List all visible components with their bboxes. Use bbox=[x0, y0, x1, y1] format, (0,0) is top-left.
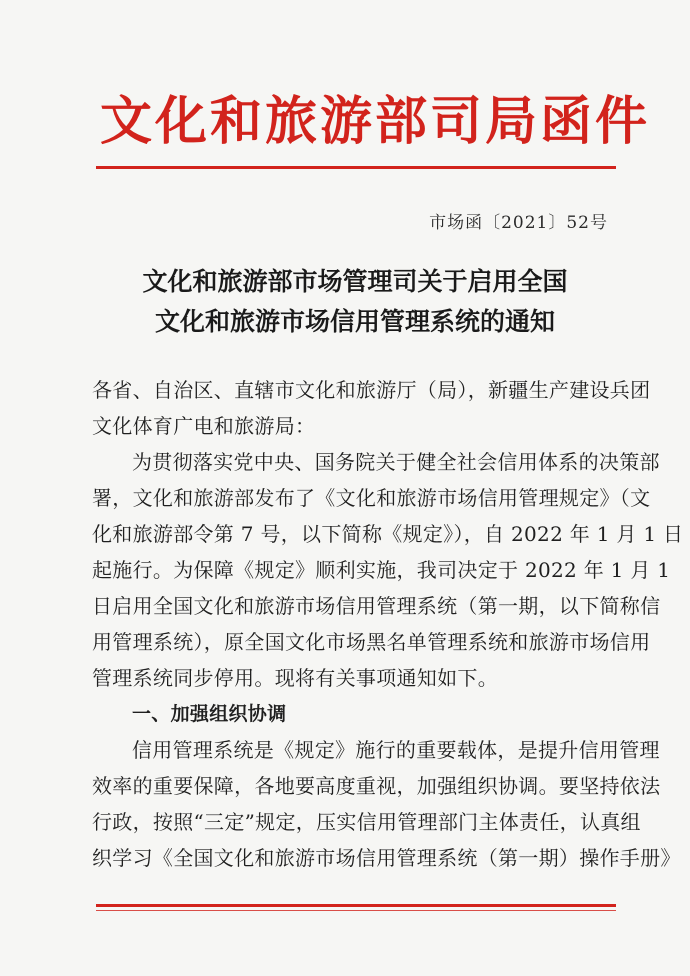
paragraph-line: 信用管理系统是《规定》施行的重要载体，是提升信用管理 bbox=[132, 738, 660, 762]
paragraph-line: 效率的重要保障，各地要高度重视，加强组织协调。要坚持依法 bbox=[92, 774, 661, 798]
document-body bbox=[92, 372, 684, 876]
paragraph-line: 化和旅游部令第 7 号，以下简称《规定》），自 2022 年 1 月 1 日 bbox=[92, 522, 684, 546]
paragraph-line: 行政，按照“三定”规定，压实信用管理部门主体责任，认真组 bbox=[92, 810, 641, 834]
footer-red-rule bbox=[96, 904, 616, 907]
letterhead-title: 文化和旅游部司局函件 bbox=[100, 91, 651, 152]
paragraph-line: 管理系统同步停用。现将有关事项通知如下。 bbox=[92, 666, 498, 690]
paragraph-line: 起施行。为保障《规定》顺利实施，我司决定于 2022 年 1 月 1 bbox=[92, 558, 671, 582]
paragraph-line: 日启用全国文化和旅游市场信用管理系统（第一期，以下简称信 bbox=[92, 594, 661, 618]
document-number: 市场函〔2021〕52号 bbox=[429, 213, 608, 233]
section-heading: 一、加强组织协调 bbox=[132, 703, 287, 725]
addressee-line: 文化体育广电和旅游局： bbox=[92, 414, 316, 438]
paragraph-line: 用管理系统），原全国文化市场黑名单管理系统和旅游市场信用 bbox=[92, 630, 651, 654]
paragraph-line: 为贯彻落实党中央、国务院关于健全社会信用体系的决策部 bbox=[132, 450, 660, 474]
footer-red-rule-thin bbox=[96, 910, 616, 911]
document-title-line-1: 文化和旅游部市场管理司关于启用全国 bbox=[142, 267, 568, 296]
document-title-line-2: 文化和旅游市场信用管理系统的通知 bbox=[154, 307, 555, 336]
addressee-line: 各省、自治区、直辖市文化和旅游厅（局），新疆生产建设兵团 bbox=[92, 378, 651, 402]
document-title bbox=[90, 262, 620, 342]
letterhead-red-rule bbox=[96, 166, 616, 169]
paragraph-line: 织学习《全国文化和旅游市场信用管理系统（第一期）操作手册》 bbox=[92, 846, 681, 870]
paragraph-line: 署，文化和旅游部发布了《文化和旅游市场信用管理规定》（文 bbox=[92, 486, 651, 510]
